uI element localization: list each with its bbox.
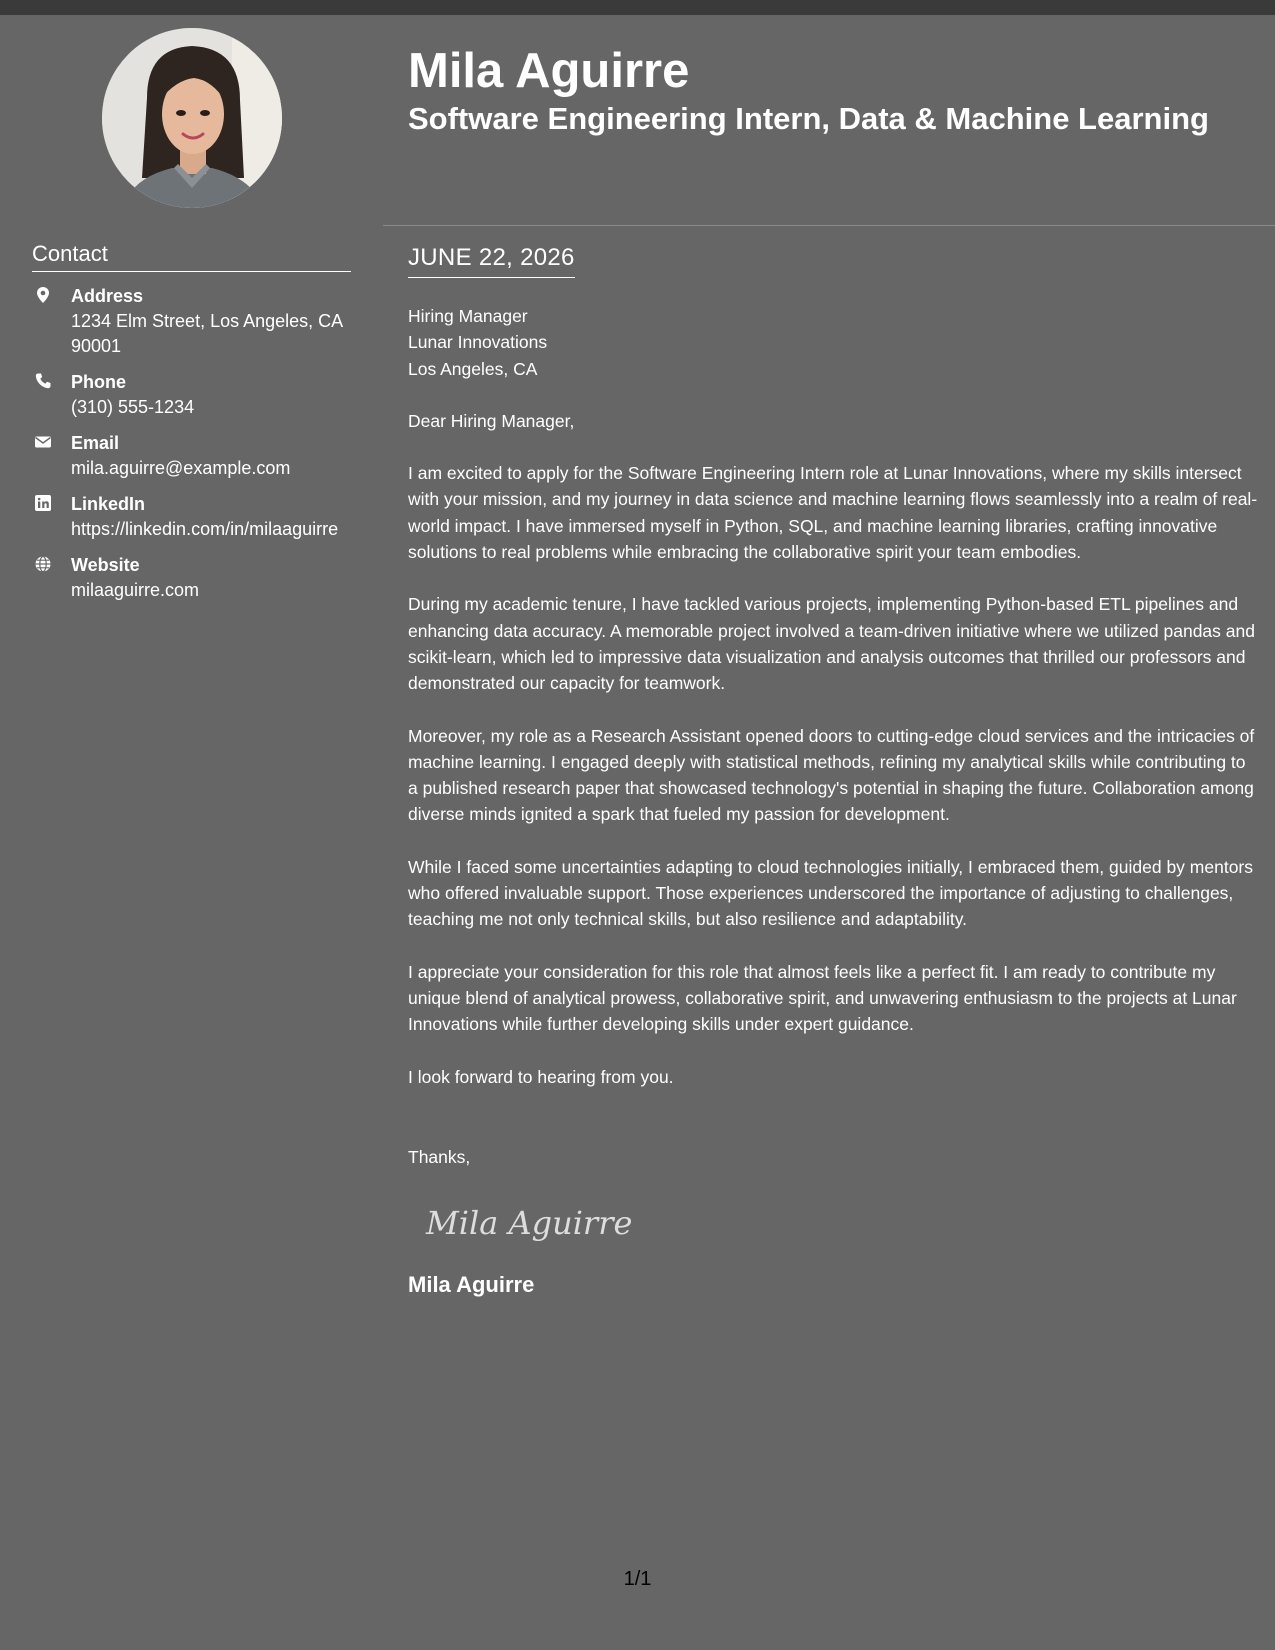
letter-main <box>383 15 1275 1650</box>
recipient-block <box>408 303 1258 382</box>
contact-linkedin <box>32 492 352 542</box>
contact-value[interactable]: https://linkedin.com/in/milaaguirre <box>71 519 339 539</box>
contact-label: Website <box>71 555 140 575</box>
recipient-line: Lunar Innovations <box>408 332 548 353</box>
applicant-name: Mila Aguirre <box>408 44 690 98</box>
signed-name: Mila Aguirre <box>408 1272 535 1298</box>
signature <box>424 1192 1258 1252</box>
page-number: 1/1 <box>623 1568 652 1590</box>
contact-email <box>32 431 352 481</box>
contact-list <box>32 284 352 614</box>
recipient-line: Los Angeles, CA <box>408 358 538 379</box>
contact-value: mila.aguirre@example.com <box>71 458 291 478</box>
contact-value: (310) 555-1234 <box>71 397 195 417</box>
body-paragraph: I appreciate your consideration for this role that almost feels like a perfect fit. I am ready to contribute my unique blend of analytical prowess, collaborative spirit, and unwavering enthusiasm to the projects at Lunar Innovations while further developing skills under expert guidance. <box>408 961 1237 1035</box>
letter-date: JUNE 22, 2026 <box>408 244 575 278</box>
signature-text: Mila Aguirre <box>426 1204 633 1243</box>
contact-value: 1234 Elm Street, Los Angeles, CA 90001 <box>71 311 343 356</box>
contact-website <box>32 553 352 603</box>
contact-label: Address <box>71 286 144 306</box>
body-paragraph: While I faced some uncertainties adapting to cloud technologies initially, I embraced them, guided by mentors who offered invaluable support. Those experiences underscored the importance of adjusting to challenges, teaching me not only technical skills, but also resilience and adaptability. <box>408 856 1253 930</box>
profile-photo <box>102 28 282 208</box>
contact-phone <box>32 370 352 420</box>
body-paragraph: I am excited to apply for the Software Engineering Intern role at Lunar Innovations, where my skills intersect with your mission, and my journey in data science and machine learning flows seamlessly into a realm of real-world impact. I have immersed myself in Python, SQL, and machine learning libraries, crafting innovative solutions to real problems while embracing the collaborative spirit your team embodies. <box>408 463 1258 563</box>
job-title: Software Engineering Intern, Data & Machine Learning <box>408 101 1209 136</box>
recipient-line: Hiring Manager <box>408 306 528 326</box>
salutation: Dear Hiring Manager, <box>408 410 575 431</box>
body-paragraph: I look forward to hearing from you. <box>408 1066 674 1087</box>
linkedin-icon <box>34 494 52 512</box>
envelope-icon <box>34 433 52 451</box>
location-pin-icon <box>34 286 52 304</box>
contact-heading: Contact <box>32 241 351 272</box>
contact-address <box>32 284 352 359</box>
body-paragraph: Moreover, my role as a Research Assistant opened doors to cutting-edge cloud services and the intricacies of machine learning. I engaged deeply with statistical methods, refining my analytical skills while contributing to a published research paper that showcased technology's potential in shaping the future. Collaboration among diverse minds ignited a spark that fueled my passion for development. <box>408 725 1255 825</box>
contact-label: Email <box>71 433 120 453</box>
header-divider <box>383 225 1275 226</box>
contact-value[interactable]: milaaguirre.com <box>71 580 200 600</box>
phone-icon <box>34 372 52 390</box>
closing: Thanks, <box>408 1146 471 1167</box>
body-paragraph: During my academic tenure, I have tackled various projects, implementing Python-based ETL pipelines and enhancing data accuracy. A memorable project involved a team-driven initiative where we utilized pandas and scikit-learn, which led to impressive data visualization and analysis outcomes that thrilled our professors and demonstrated our capacity for teamwork. <box>408 594 1255 694</box>
contact-label: Phone <box>71 372 127 392</box>
contact-label: LinkedIn <box>71 494 146 514</box>
letter-body <box>408 303 1258 1298</box>
sidebar <box>0 15 383 1650</box>
globe-icon <box>34 555 52 573</box>
top-bar <box>0 0 1275 15</box>
